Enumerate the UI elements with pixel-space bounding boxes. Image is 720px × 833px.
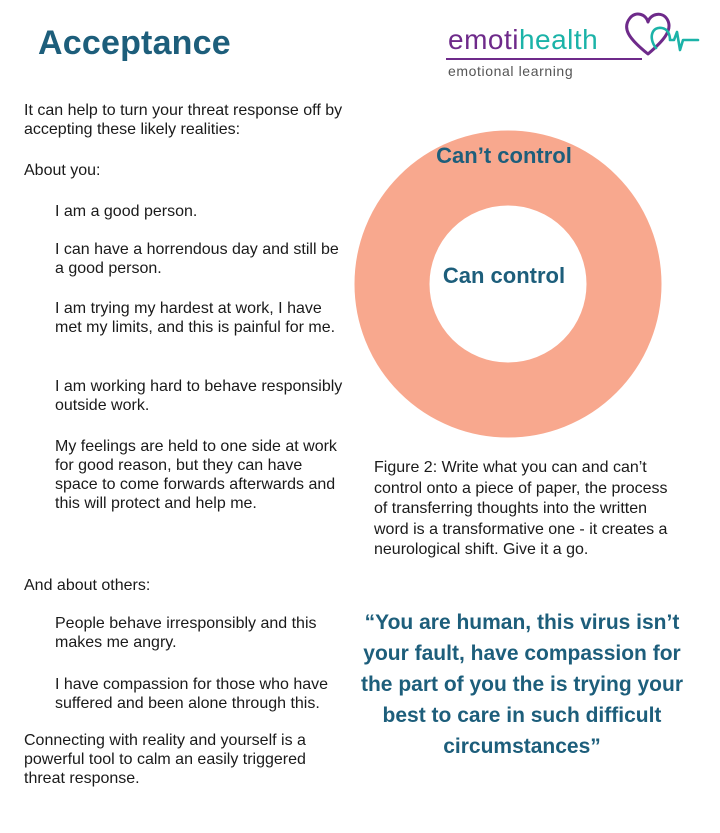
about-you-item: I am trying my hardest at work, I have met my limits, and this is painful for me. bbox=[55, 300, 336, 336]
figure-caption: Figure 2: Write what you can and can’t control onto a piece of paper, the process of transferring thoughts into the written word is a transformative one - it creates a neurological shift. Give it a go. bbox=[374, 459, 668, 558]
about-others-heading: And about others: bbox=[24, 577, 151, 594]
about-you-item: My feelings are held to one side at work for good reason, but they can have space to come forwards afterwards and this will protect and help me. bbox=[55, 438, 337, 512]
about-you-item: I can have a horrendous day and still be a good person. bbox=[55, 241, 339, 277]
can-control-label: Can control bbox=[442, 263, 566, 288]
about-others-item: I have compassion for those who have suffered and been alone through this. bbox=[55, 676, 329, 712]
about-you-item: I am a good person. bbox=[55, 203, 198, 220]
logo-tagline: emotional learning bbox=[448, 63, 574, 79]
about-others-item: People behave irresponsibly and this makes me angry. bbox=[55, 615, 317, 651]
logo-underline bbox=[446, 58, 642, 60]
cant-control-label: Can’t control bbox=[436, 143, 572, 168]
page-title: Acceptance bbox=[38, 24, 231, 62]
logo-wordmark: emotihealth bbox=[448, 24, 599, 55]
intro-text: It can help to turn your threat response off by accepting these likely realities: bbox=[24, 102, 343, 138]
emotihealth-logo bbox=[446, 8, 706, 84]
pull-quote: “You are human, this virus isn’t your fault, have compassion for the part of you the is trying your best to care in such difficult circumstances” bbox=[360, 611, 684, 758]
about-you-item: I am working hard to behave responsibly outside work. bbox=[55, 378, 343, 414]
closing-text: Connecting with reality and yourself is a powerful tool to calm an easily triggered threat response. bbox=[24, 732, 306, 787]
heartbeat-heart-icon bbox=[618, 8, 704, 70]
about-you-heading: About you: bbox=[24, 162, 101, 179]
